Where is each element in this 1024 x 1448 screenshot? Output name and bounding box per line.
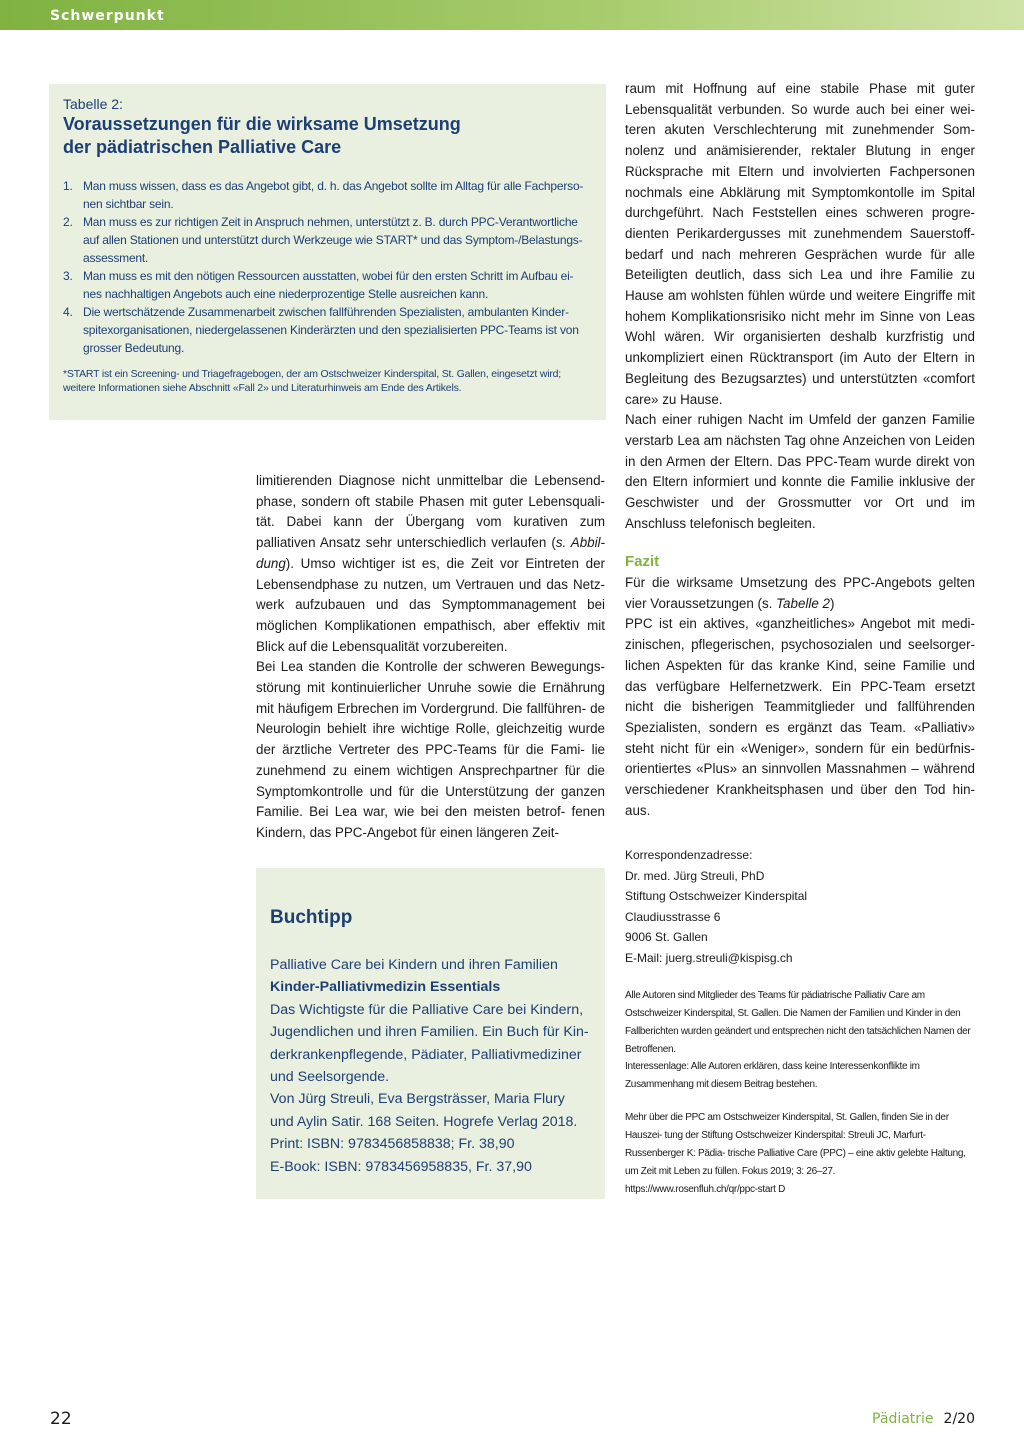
list-item: 4. Die wertschätzende Zusammenarbeit zwischen fallführenden Spezialisten, ambulanten Kinder- spitexorganisationen, niedergelassenen Kinderärzten und den spezialisierten PPC-Teams ist von grosser Bedeutung. xyxy=(63,305,579,355)
figure-reference: s. Abbil- dung xyxy=(256,535,605,571)
book-print-isbn: Print: ISBN: 9783456858838; Fr. 38,90 xyxy=(270,1136,515,1153)
table-reference: Tabelle 2 xyxy=(776,595,830,611)
page-number: 22 xyxy=(50,1409,72,1429)
conflict-note: Interessenlage: Alle Autoren erklären, dass keine Interessenkonflikte im Zusammenhang mit diesem Beitrag bestehen. xyxy=(625,1061,920,1090)
paragraph: raum mit Hoffnung auf eine stabile Phase mit guter Lebensqualität verbunden. So wurde auch bei einer wei- teren akuten Verschlechterung mit zunehmender Som- nolenz und anämisierender, rektaler Blutung in enger Rücksprache mit Eltern und involvierten Fachpersonen nochmals eine Abklärung mit Symptomkontolle im Spital durchgeführt. Nach Feststellen eines schweren progre- dienten Perikardergusses mit zunehmendem Sauerstoff- bedarf und nach mehreren Gesprächen wurde für alle Beteiligten deutlich, dass sich Lea und ihre Familie zu Hause am wohlsten fühlen würde und weitere Eingriffe mit hohem Komplikationsrisiko nicht mehr im Sinne von Leas Wohl wären. Wir organisierten deshalb kurzfristig und unkompliziert einen Rücktransport (im Auto der Eltern in Begleitung des Bezugsarztes) und unterstützten «comfort care» zu Hause. xyxy=(625,81,975,407)
paragraph: PPC ist ein aktives, «ganzheitliches» Angebot mit medi- zinischen, pflegerischen, psychosozialen und seelsorger- lichen Aspekten für das kranke Kind, seine Familie und das verfügbare Helfernetzwerk. Ein PPC-Team ersetzt nicht die bisherigen Teammitglieder und fallführenden Spezialisten, sondern es ergänzt das Team. «Palliativ» steht nicht für ein «Weniger», sondern für ein bedürfnis- orientiertes «Plus» an sinnvollen Massnahmen – während verschiedener Krankheitsphasen und über den Tod hin- aus. xyxy=(625,616,975,818)
book-ebook-isbn: E-Book: ISBN: 9783456958835, Fr. 37,90 xyxy=(270,1158,532,1175)
table-title: Voraussetzungen für die wirksame Umsetzung der pädiatrischen Palliative Care xyxy=(63,114,461,157)
journal-name: Pädiatrie xyxy=(872,1411,934,1427)
book-authors: Von Jürg Streuli, Eva Bergsträsser, Maria Flury und Aylin Satir. 168 Seiten. Hogrefe Verlag 2018. xyxy=(270,1091,578,1130)
correspondence-address: Korrespondenzadresse: Dr. med. Jürg Streuli, PhD Stiftung Ostschweizer Kinderspital Claudiusstrasse 6 9006 St. Gallen E-Mail: juerg.streuli@kispisg.ch xyxy=(625,845,975,969)
book-tip-box xyxy=(256,868,605,1199)
more-info-note: Mehr über die PPC am Ostschweizer Kinderspital, St. Gallen, finden Sie in der Hauszei- tung der Stiftung Ostschweizer Kinderspital: Streuli JC, Marfurt-Russenberger K: Pädia- trische Palliative Care (PPC) – eine aktiv gelebte Haltung, um Zeit mit Leben zu füllen. Fokus 2019; 3: 26–27. https://www.rosenfluh.ch/qr/ppc-start D xyxy=(625,1112,966,1195)
issue-number: 2/20 xyxy=(943,1411,975,1427)
fazit-text xyxy=(625,573,975,821)
list-item: 3. Man muss es mit den nötigen Ressourcen ausstatten, wobei für den ersten Schritt im Aufbau ei- nes nachhaltigen Angebots auch eine niederprozentige Stelle ausreichen kann. xyxy=(63,269,574,301)
paragraph: Für die wirksame Umsetzung des PPC-Angebots gelten vier Voraussetzungen (s. Tabelle 2) xyxy=(625,575,975,611)
book-description: Das Wichtigste für die Palliative Care bei Kindern, Jugendlichen und ihren Familien. Ein Buch für Kin- derkrankenpflegende, Pädiater, Palliativmediziner und Seelsorgende. xyxy=(270,1001,589,1086)
book-title: Palliative Care bei Kindern und ihren Familien xyxy=(270,957,558,973)
table-2-box xyxy=(49,84,606,420)
paragraph: limitierenden Diagnose nicht unmittelbar die Lebensend- phase, sondern oft stabile Phasen mit guter Lebensquali- tät. Dabei kann der Übergang vom kurativen zum palliativen Ansatz sehr unterschiedlich verlaufen (s. Abbil- dung). Umso wichtiger ist es, die Zeit vor Eintreten der Lebensendphase zu nutzen, um Vertrauen und das Netz- werk aufzubauen und das Symptommanagement bei möglichen Komplikationen empathisch, aber effektiv mit Blick auf die Lebensqualität vorzubereiten. xyxy=(256,473,605,654)
table-label: Tabelle 2: xyxy=(63,96,123,112)
list-item: 1. Man muss wissen, dass es das Angebot gibt, d. h. das Angebot sollte im Alltag für alle Fachperso- nen sichtbar sein. xyxy=(63,179,584,211)
book-subtitle: Kinder-Palliativmedizin Essentials xyxy=(270,979,501,996)
email-address: E-Mail: juerg.streuli@kispisg.ch xyxy=(625,950,793,965)
book-tip-heading: Buchtipp xyxy=(270,907,353,928)
reference-link[interactable]: https://www.rosenfluh.ch/qr/ppc-start xyxy=(625,1184,776,1195)
body-column-right xyxy=(625,79,975,534)
paragraph: Nach einer ruhigen Nacht im Umfeld der ganzen Familie verstarb Lea am nächsten Tag ohne Anzeichen von Leiden in den Armen der Eltern. Das PPC-Team wurde direkt von den Eltern informiert und konnte die Familie inklusive der Geschwister und der Grossmutter vor Ort und im Anschluss telefonisch begleiten. xyxy=(625,412,975,531)
fazit-heading: Fazit xyxy=(625,553,660,570)
table-footnote: *START ist ein Screening- und Triagefragebogen, der am Ostschweizer Kinderspital, St. Gallen, eingesetzt wird; weitere Informationen siehe Abschnitt «Fall 2» und Literaturhinweis am Ende des Artikels. xyxy=(63,368,562,394)
paragraph: Bei Lea standen die Kontrolle der schweren Bewegungs- störung mit kontinuierlicher Unruhe sowie die Ernährung mit häufigem Erbrechen im Vordergrund. Die fallführen- de Neurologin behielt ihre wichtige Rolle, gleichzeitig wurde der ärztliche Vertreter des PPC-Teams für die Fami- lie zunehmend zu einem wichtigen Ansprechpartner für die Symptomkontrolle und für die Unterstützung der ganzen Familie. Bei Lea war, wie bei den meisten betrof- fenen Kindern, das PPC-Angebot für einen längeren Zeit- xyxy=(256,659,605,840)
book-tip-body xyxy=(270,954,591,1178)
list-item: 2. Man muss es zur richtigen Zeit in Anspruch nehmen, unterstützt z. B. durch PPC-Verantwortliche auf allen Stationen und unterstützt durch Werkzeuge wie START* und das Symptom-/Belastungs- assessment. xyxy=(63,215,583,265)
requirements-list xyxy=(63,177,592,357)
body-column-middle xyxy=(256,471,605,844)
section-header-bar xyxy=(0,0,1024,30)
authors-note: Alle Autoren sind Mitglieder des Teams für pädiatrische Palliativ Care am Ostschweizer Kinderspital, St. Gallen. Die Namen der Familien und Kinder in den Fallberichten wurden geändert und entsprechen nicht den tatsächlichen Namen der Betroffenen. xyxy=(625,990,971,1055)
section-title: Schwerpunkt xyxy=(50,8,165,24)
end-mark: D xyxy=(775,1184,786,1195)
journal-footer xyxy=(872,1411,975,1427)
